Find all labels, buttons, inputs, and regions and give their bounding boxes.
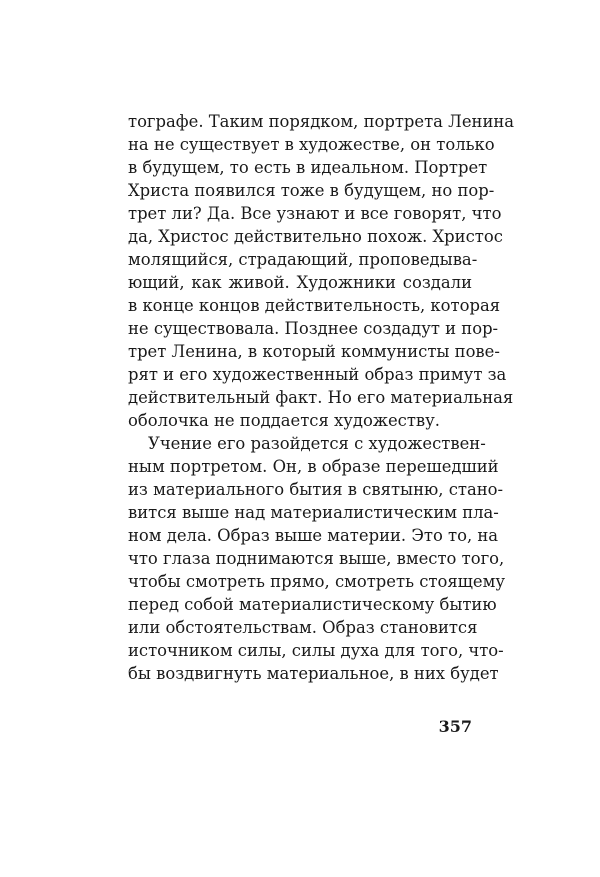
text-line: ющий, как живой. Художники создали xyxy=(128,273,472,292)
text-line: вится выше над материалистическим пла- xyxy=(128,503,499,522)
text-line: что глаза поднимаются выше, вместо того, xyxy=(128,549,505,568)
text-line: в конце концов действительность, которая xyxy=(128,296,501,315)
text-line: молящийся, страдающий, проповедыва- xyxy=(128,250,478,269)
text-line: действительный факт. Но его материальная xyxy=(128,388,514,407)
text-line: бы воздвигнуть материальное, в них будет xyxy=(128,664,499,683)
text-line: или обстоятельствам. Образ становится xyxy=(128,618,478,637)
paragraph-2 xyxy=(128,432,505,685)
text-line: трет Ленина, в который коммунисты пове- xyxy=(128,342,500,361)
text-line: да, Христос действительно похож. Христос xyxy=(128,227,503,246)
page-number: 357 xyxy=(438,717,472,736)
text-line: ным портретом. Он, в образе перешедший xyxy=(128,457,499,476)
text-line: на не существует в художестве, он только xyxy=(128,135,495,154)
text-line: трет ли? Да. Все узнают и все говорят, что xyxy=(128,204,502,223)
text-line: источником силы, силы духа для того, что- xyxy=(128,641,504,660)
text-line: рят и его художественный образ примут за xyxy=(128,365,507,384)
text-line: из материального бытия в святыню, стано- xyxy=(128,480,504,499)
text-line: чтобы смотреть прямо, смотреть стоящему xyxy=(128,572,505,591)
text-line: тографе. Таким порядком, портрета Ленина xyxy=(128,112,515,131)
paragraph-1 xyxy=(128,110,515,432)
body-text xyxy=(128,110,515,685)
text-line: Учение его разойдется с художествен- xyxy=(148,434,486,453)
text-line: оболочка не поддается художеству. xyxy=(128,411,440,430)
text-line: Христа появился тоже в будущем, но пор- xyxy=(128,181,495,200)
text-line: перед собой материалистическому бытию xyxy=(128,595,497,614)
text-line: не существовала. Позднее создадут и пор- xyxy=(128,319,499,338)
text-line: ном дела. Образ выше материи. Это то, на xyxy=(128,526,499,545)
text-line: в будущем, то есть в идеальном. Портрет xyxy=(128,158,488,177)
